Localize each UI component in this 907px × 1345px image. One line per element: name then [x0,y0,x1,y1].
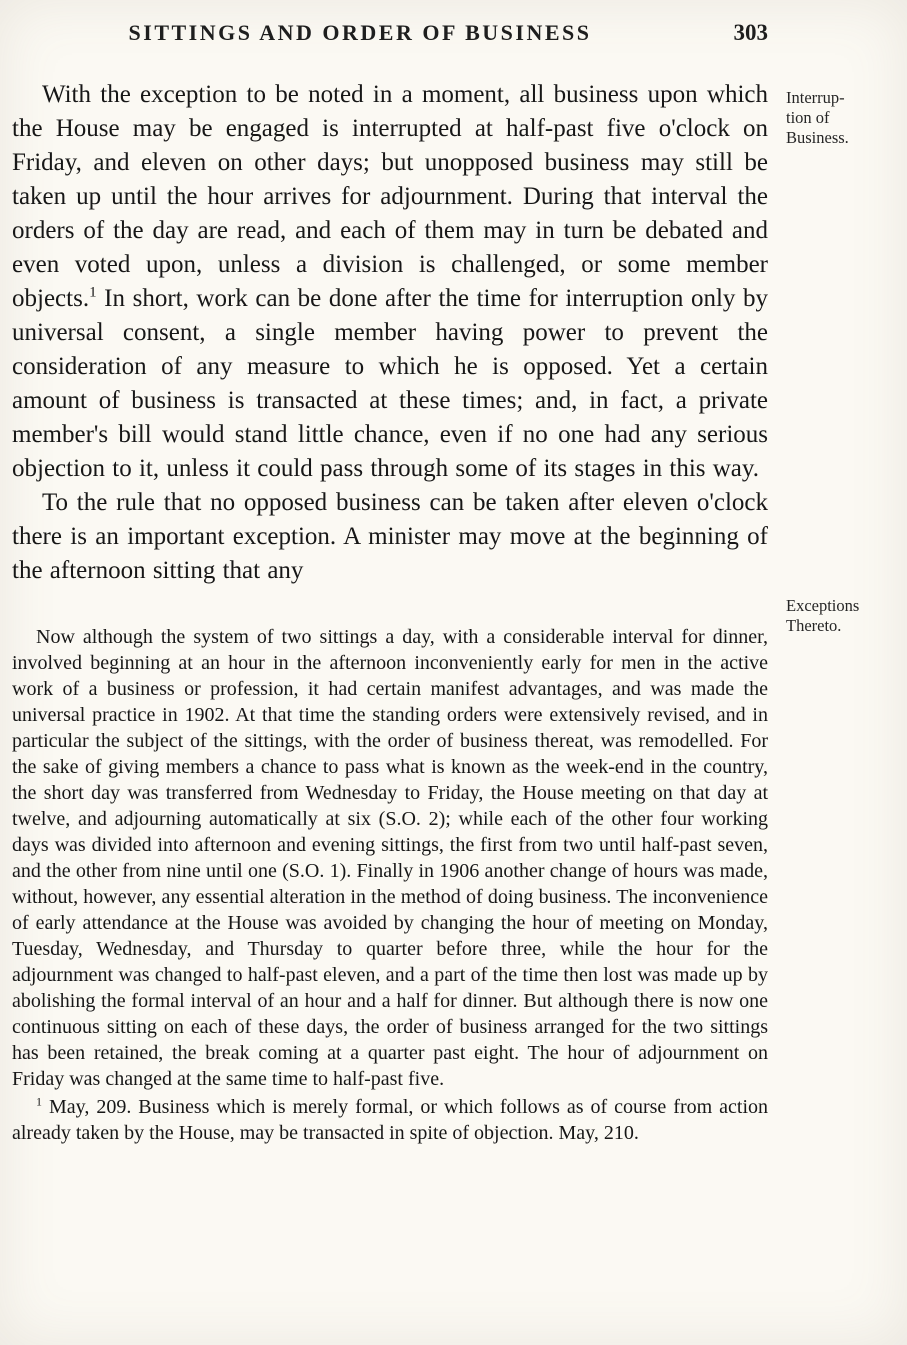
footnote-block [12,624,768,1146]
main-text-column [12,78,768,1146]
margin-note-exceptions [786,596,902,636]
footnote-citation [12,1094,768,1146]
page-number: 303 [733,20,768,45]
margin-note-line: tion of [786,108,830,127]
paragraph-text: With the exception to be noted in a moment, all business upon which the House may be engaged is interrupted at half-past five o'clock on Friday, and eleven on other days; but unopposed business may still be taken up until the hour arrives for adjournment. During that interval the orders of the day are read, and each of them may in turn be debated and even voted upon, unless a division is challenged, or some member objects. [12,81,768,312]
running-head-title: SITTINGS AND ORDER OF BUSINESS [128,20,592,45]
paragraph-exceptions: To the rule that no opposed business can be taken after eleven o'clock there is an important exception. A minister may move at the beginning of the afternoon sitting that any [12,489,768,584]
margin-note-interruption [786,88,902,148]
footnote-citation-text: May, 209. Business which is merely formal, or which follows as of course from action already taken by the House, may be transacted in spite of objection. May, 210. [12,1096,769,1144]
footnote-reference-mark: 1 [89,284,97,301]
footnote-marker: 1 [36,1094,42,1109]
footnote-long-note: Now although the system of two sittings a day, with a considerable interval for dinner, involved beginning at an hour in the afternoon inconveniently early for men in the active work of a business or profession, it had certain manifest advantages, and was made the universal practice in 1902. At that time the standing orders were extensively revised, and in particular the subject of the sittings, with the order of business thereat, was remodelled. For the sake of giving members a chance to pass what is known as the week-end in the country, the short day was transferred from Wednesday to Friday, the House meeting on that day at twelve, and adjourning automatically at six (S.O. 2); while each of the other four working days was divided into afternoon and evening sittings, the first from two until half-past seven, and the other from nine until one (S.O. 1). Finally in 1906 another change of hours was made, without, however, any essential alteration in the method of doing business. The inconvenience of early attendance at the House was avoided by changing the hour of meeting on Monday, Tuesday, Wednesday, and Thursday to quarter before three, while the hour for the adjournment was changed to half-past eleven, and a part of the time then lost was made up by abolishing the formal interval of an hour and a half for dinner. But although there is now one continuous sitting on each of these days, the order of business arranged for the two sittings has been retained, the break coming at a quarter past eight. The hour of adjournment on Friday was changed at the same time to half-past five. [12,626,768,1090]
margin-note-line: Business. [786,128,849,147]
paragraph-text: In short, work can be done after the time for interruption only by universal consent, a single member having power to prevent the consideration of any measure to which he is opposed. Yet a certain amount of business is transacted at these times; and, in fact, a private member's bill would stand little chance, even if no one had any serious objection to it, unless it could pass through some of its stages in this way. [12,285,768,482]
margin-note-line: Interrup- [786,88,845,107]
margin-note-line: Thereto. [786,616,842,635]
paragraph-interruption [12,78,768,486]
page-header [12,20,768,52]
margin-note-line: Exceptions [786,596,860,615]
